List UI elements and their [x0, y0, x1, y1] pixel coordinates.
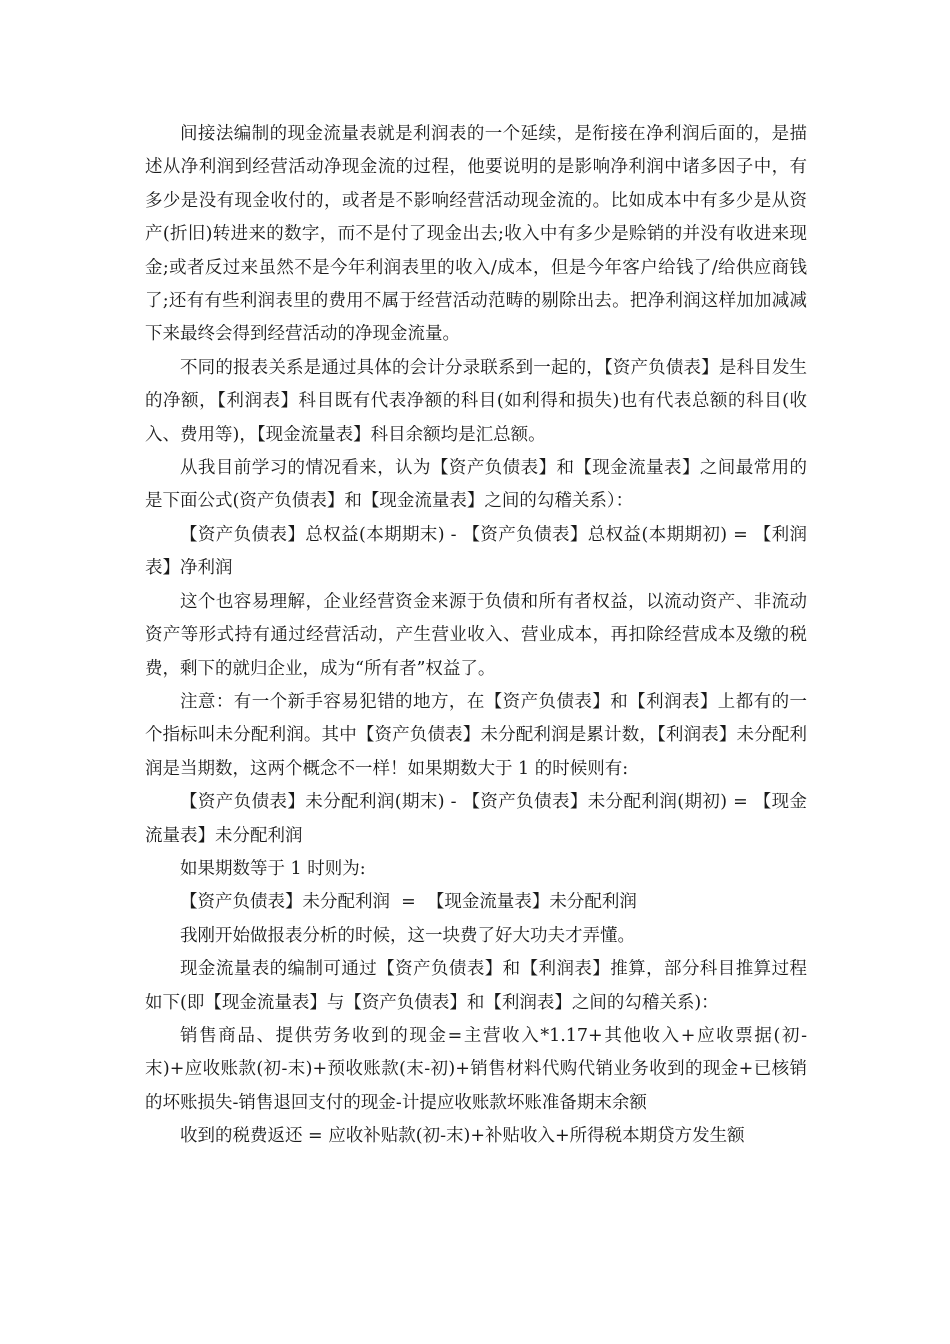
paragraph-single-period-intro: 如果期数等于 1 时则为:	[180, 858, 366, 879]
paragraph-indirect-method: 间接法编制的现金流量表就是利润表的一个延续，是衔接在净利润后面的，是描述从净利润到经营活动净现金流的过程，他要说明的是影响净利润中诸多因子中，有多少是没有现金收付的，或者是不影响经营活动现金流的。比如成本中有多少是从资产(折旧)转进来的数字，而不是付了现金出去;收入中有多少是赊销的并没有收进来现金;或者反过来虽然不是今年利润表里的收入/成本，但是今年客户给钱了/给供应商钱了;还有有些利润表里的费用不属于经营活动范畴的剔除出去。把净利润这样加加减减下来最终会得到经营活动的净现金流量。	[145, 124, 807, 345]
paragraph-equity-explanation: 这个也容易理解，企业经营资金来源于负债和所有者权益，以流动资产、非流动资产等形式持有通过经营活动，产生营业收入、营业成本，再扣除经营成本及缴的税费，剩下的就归企业，成为“所有者”权益了。	[145, 591, 807, 679]
paragraph-statement-relations: 不同的报表关系是通过具体的会计分录联系到一起的，【资产负债表】是科目发生的净额，【利润表】科目既有代表净额的科目(如利得和损失)也有代表总额的科目(收入、费用等)，【现金流量表】科目余额均是汇总额。	[145, 357, 807, 445]
formula-undistributed-profit-single-period: 【资产负债表】未分配利润 = 【现金流量表】未分配利润	[180, 892, 637, 913]
document-body	[145, 118, 807, 1154]
formula-total-equity: 【资产负债表】总权益(本期期末) - 【资产负债表】总权益(本期期初) = 【利润表】净利润	[145, 524, 807, 579]
paragraph-personal-note: 我刚开始做报表分析的时候，这一块费了好大功夫才弄懂。	[180, 925, 635, 946]
formula-tax-refund: 收到的税费返还 = 应收补贴款(初-末)+补贴收入+所得税本期贷方发生额	[180, 1126, 745, 1147]
formula-undistributed-profit-multi-period: 【资产负债表】未分配利润(期末) - 【资产负债表】未分配利润(期初) = 【现金流量表】未分配利润	[145, 792, 807, 846]
formula-sales-cash: 销售商品、提供劳务收到的现金=主营收入*1.17+其他收入+应收票据(初-末)+应收账款(初-末)+预收账款(末-初)+销售材料代购代销业务收到的现金+已核销的坏账损失-销售退回支付的现金-计提应收账款坏账准备期末余额	[145, 1025, 807, 1113]
paragraph-common-formula-intro: 从我目前学习的情况看来，认为【资产负债表】和【现金流量表】之间最常用的是下面公式(资产负债表】和【现金流量表】之间的勾稽关系）：	[145, 458, 807, 512]
paragraph-derivation-intro: 现金流量表的编制可通过【资产负债表】和【利润表】推算，部分科目推算过程如下(即【现金流量表】与【资产负债表】和【利润表】之间的勾稽关系)：	[145, 959, 807, 1013]
paragraph-note-undistributed-profit: 注意：有一个新手容易犯错的地方，在【资产负债表】和【利润表】上都有的一个指标叫未分配利润。其中【资产负债表】未分配利润是累计数，【利润表】未分配利润是当期数，这两个概念不一样！如果期数大于 1 的时候则有:	[145, 691, 807, 779]
